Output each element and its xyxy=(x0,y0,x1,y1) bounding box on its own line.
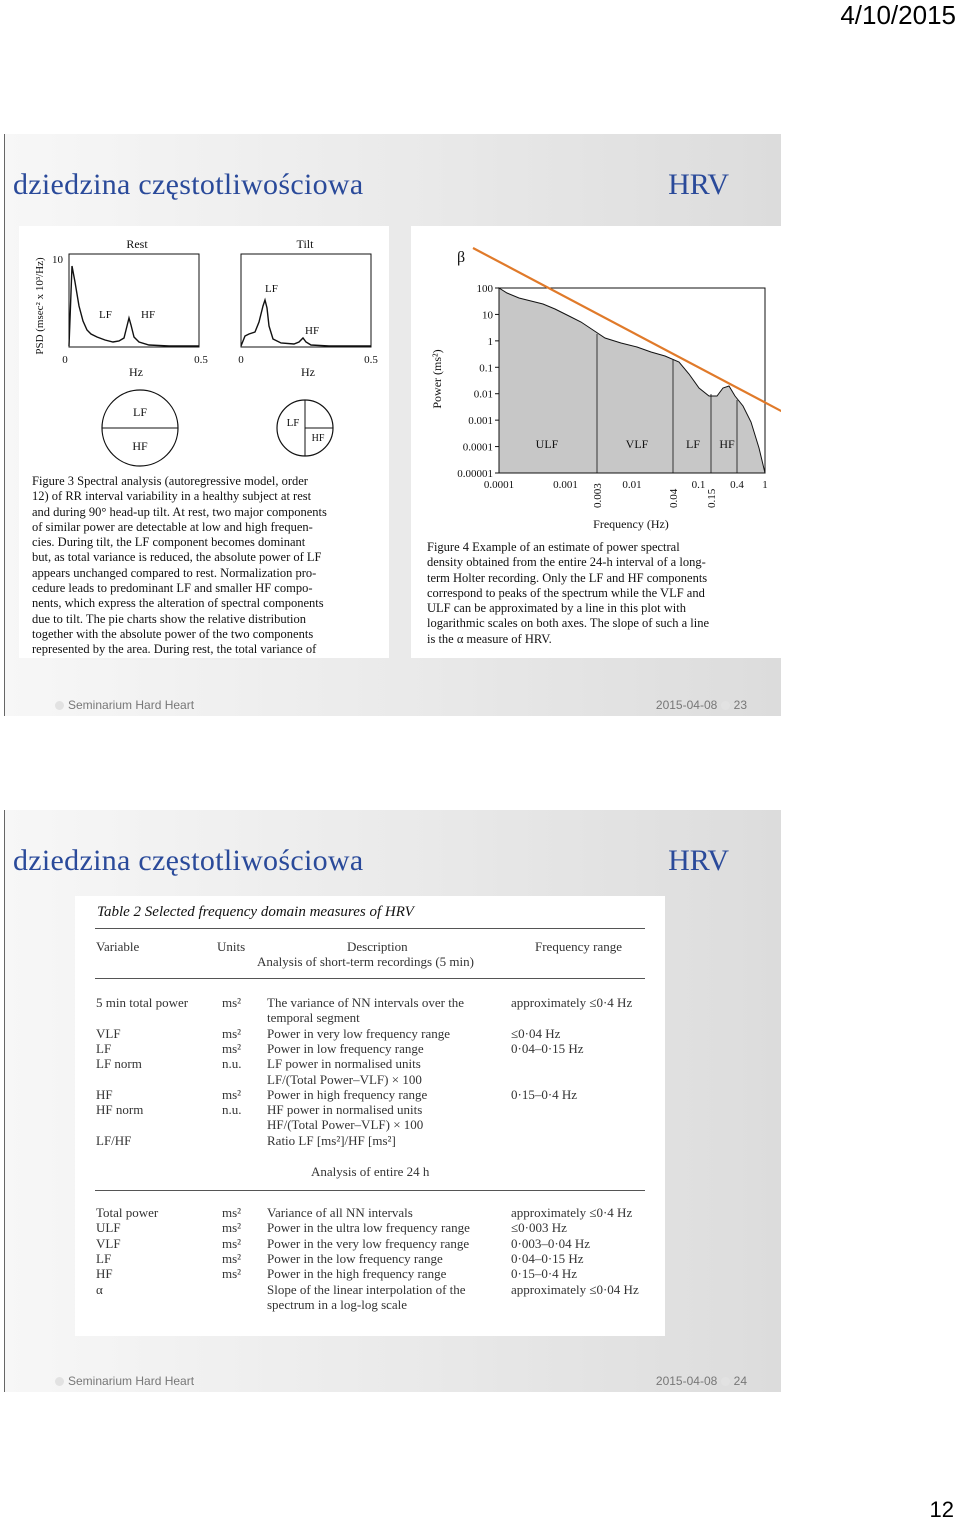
cell-description: Power in the high frequency range xyxy=(267,1266,447,1282)
fig4-band-vlf: VLF xyxy=(625,437,649,451)
rest-spectrum xyxy=(69,266,199,346)
cell-frequency: approximately ≤0·4 Hz xyxy=(511,1205,633,1220)
cell-description: Variance of all NN intervals xyxy=(267,1205,413,1220)
slide-number: 24 xyxy=(733,1374,747,1388)
col-units: Units xyxy=(217,939,246,954)
cell-units: n.u. xyxy=(222,1056,242,1072)
tilt-pie-hf: HF xyxy=(311,433,325,444)
cell-frequency: ≤0·04 Hz xyxy=(511,1025,561,1041)
caption-line: ULF can be approximated by a line in this plot with xyxy=(427,601,686,616)
caption-line: correspond to peaks of the spectrum while the VLF and xyxy=(427,585,705,600)
cell-units: ms² xyxy=(222,1205,242,1220)
tilt-pie-lf: LF xyxy=(286,417,300,429)
col-frequency: Frequency range xyxy=(535,939,622,954)
caption-line: nents, which express the alteration of spectral components xyxy=(32,596,324,611)
footer-text: Seminarium Hard Heart xyxy=(68,1374,195,1388)
fig4-xtick-label: 0.001 xyxy=(553,479,578,491)
cell-units: ms² xyxy=(222,995,242,1010)
rest-lf: LF xyxy=(99,309,112,321)
fig4-xtick-label: 0.01 xyxy=(622,479,642,491)
caption-line: appears unchanged compared to rest. Normalization pro- xyxy=(32,565,317,580)
col-variable: Variable xyxy=(96,939,140,954)
rest-xlabel: Hz xyxy=(129,365,143,379)
cell-description: Power in the low frequency range xyxy=(267,1250,443,1266)
fig4-band-lf: LF xyxy=(685,437,701,451)
fig4-ytick-label: 10 xyxy=(482,309,493,322)
cell-description: Slope of the linear interpolation of the xyxy=(267,1281,466,1297)
caption-line: term Holter recording. Only the LF and HF components xyxy=(427,570,708,585)
cell-variable: VLF xyxy=(96,1025,121,1041)
footer-date: 2015-04-08 xyxy=(655,698,718,712)
fig4-xtick-label: 1 xyxy=(762,479,768,491)
fig4-ytick-label: 100 xyxy=(476,283,493,295)
caption-line: but, as total variance is reduced, the absolute power of LF xyxy=(32,550,322,565)
fig4-ytick-label: 0.0001 xyxy=(462,441,493,454)
cell-variable: LF xyxy=(96,1040,112,1056)
fig3-ylabel: PSD (msec² x 10³/Hz) xyxy=(34,257,46,355)
cell-frequency: 0·04–0·15 Hz xyxy=(511,1040,584,1056)
caption-line: density obtained from the entire 24-h interval of a long- xyxy=(427,555,706,570)
fig4-band-tick-label: 0.15 xyxy=(706,488,718,508)
fig4-xtick-label: 0.4 xyxy=(730,479,744,491)
caption-line: and during 90° head-up tilt. At rest, two major components xyxy=(32,504,327,519)
beta-label: β xyxy=(457,249,466,266)
cell-variable: 5 min total power xyxy=(96,995,189,1010)
figure-3-panel xyxy=(19,226,389,658)
cell-frequency: ≤0·003 Hz xyxy=(511,1220,567,1236)
caption-line: is the α measure of HRV. xyxy=(427,631,552,646)
tilt-spectrum xyxy=(241,300,371,346)
cell-description: LF power in normalised units xyxy=(267,1056,421,1072)
footer-dot-icon xyxy=(55,1377,64,1386)
tilt-xlabel: Hz xyxy=(301,365,315,379)
tilt-x0: 0 xyxy=(238,354,244,366)
fig4-xtick-label: 0.0001 xyxy=(483,479,515,491)
tilt-x05: 0.5 xyxy=(364,354,378,366)
cell-description: Ratio LF [ms²]/HF [ms²] xyxy=(267,1132,396,1148)
fig4-band-ulf: ULF xyxy=(535,437,559,451)
cell-description: Power in the very low frequency range xyxy=(267,1235,470,1251)
cell-frequency: approximately ≤0·04 Hz xyxy=(511,1281,639,1297)
cell-description: Power in high frequency range xyxy=(267,1086,428,1102)
cell-variable: LF norm xyxy=(96,1056,142,1072)
rest-pie-lf: LF xyxy=(132,405,148,419)
cell-variable: LF/HF xyxy=(96,1132,132,1148)
cell-units: ms² xyxy=(222,1220,242,1236)
page-number: 12 xyxy=(929,1497,954,1522)
tilt-hf: HF xyxy=(305,325,320,337)
slide-24 xyxy=(4,810,781,1392)
rest-x05: 0.5 xyxy=(194,354,208,366)
table-body xyxy=(75,896,665,1336)
footer-dot-icon xyxy=(721,701,730,710)
caption-line: together with the absolute power of the two components xyxy=(32,626,314,641)
rest-pie-hf: HF xyxy=(132,439,148,453)
cell-description: spectrum in a log-log scale xyxy=(267,1296,408,1312)
slide-tag: HRV xyxy=(668,844,729,877)
table-caption: Table 2 Selected frequency domain measures of HRV xyxy=(97,904,414,920)
cell-variable: ULF xyxy=(96,1220,121,1236)
table-2-panel xyxy=(75,896,665,1336)
fig4-xlabel: Frequency (Hz) xyxy=(593,517,669,531)
fig4-ytick-label: 0.01 xyxy=(473,388,493,401)
caption-line: Figure 4 Example of an estimate of power spectral xyxy=(427,540,680,554)
cell-frequency: 0·15–0·4 Hz xyxy=(511,1266,578,1282)
cell-variable: LF xyxy=(96,1250,112,1266)
tilt-label: Tilt xyxy=(296,237,314,251)
caption-line: logarithmic scales on both axes. The slope of such a line xyxy=(427,616,709,631)
cell-units: ms² xyxy=(222,1040,242,1056)
cell-description: Power in very low frequency range xyxy=(267,1025,451,1041)
caption-line: cies. During tilt, the LF component becomes dominant xyxy=(32,535,306,550)
fig4-y-ticks xyxy=(457,283,499,480)
footer-dot-icon xyxy=(721,1377,730,1386)
cell-description: Power in the ultra low frequency range xyxy=(267,1220,470,1236)
caption-line: cedure leads to predominant LF and smaller HF compo- xyxy=(32,581,313,596)
col-description: Description xyxy=(347,939,408,954)
cell-frequency: 0·003–0·04 Hz xyxy=(511,1235,591,1251)
fig4-ytick-label: 0.001 xyxy=(468,415,493,428)
cell-variable: VLF xyxy=(96,1235,121,1251)
cell-units: ms² xyxy=(222,1250,242,1266)
fig4-band-hf: HF xyxy=(719,437,735,451)
cell-variable: HF xyxy=(96,1086,113,1102)
slide-tag: HRV xyxy=(668,168,729,201)
slide-title: dziedzina częstotliwościowa xyxy=(13,168,364,201)
header-date: 4/10/2015 xyxy=(840,0,956,30)
caption-line: of similar power are detectable at low and high frequen- xyxy=(32,519,313,534)
fig4-band-tick-label: 0.04 xyxy=(668,488,680,508)
table-header-rule xyxy=(95,978,645,979)
rest-hf: HF xyxy=(141,309,156,321)
cell-units: ms² xyxy=(222,1025,242,1041)
caption-line: 12) of RR interval variability in a healthy subject at rest xyxy=(32,489,312,504)
cell-description: The variance of NN intervals over the xyxy=(267,995,465,1010)
footer-text: Seminarium Hard Heart xyxy=(68,698,195,712)
footer-dot-icon xyxy=(55,701,64,710)
footer-date: 2015-04-08 xyxy=(655,1374,718,1388)
cell-variable: α xyxy=(96,1281,103,1297)
slide-number: 23 xyxy=(733,698,747,712)
cell-description: HF power in normalised units xyxy=(267,1102,423,1118)
slide-23 xyxy=(4,134,781,716)
tilt-lf: LF xyxy=(265,283,278,295)
caption-line: Figure 3 Spectral analysis (autoregressive model, order xyxy=(32,474,308,488)
fig4-ytick-label: 1 xyxy=(487,335,493,348)
section-short-term: Analysis of short-term recordings (5 min) xyxy=(257,954,474,969)
fig4-caption xyxy=(427,540,709,647)
table-section-rule xyxy=(95,1190,645,1191)
cell-description: Power in low frequency range xyxy=(267,1040,424,1056)
cell-units: ms² xyxy=(222,1235,242,1251)
caption-line: represented by the area. During rest, the total variance of xyxy=(32,642,317,657)
rest-axes xyxy=(69,254,199,347)
figure-4-panel xyxy=(411,226,781,658)
fig4-band-tick-label: 0.003 xyxy=(592,483,604,508)
cell-units: n.u. xyxy=(222,1102,242,1118)
cell-variable: Total power xyxy=(96,1205,159,1220)
fig4-xtick-label: 0.1 xyxy=(691,479,706,491)
fig4-ytick-label: 0.00001 xyxy=(457,468,493,480)
cell-variable: HF norm xyxy=(96,1102,144,1118)
section-24h: Analysis of entire 24 h xyxy=(311,1164,430,1179)
cell-description: HF/(Total Power–VLF) × 100 xyxy=(267,1117,424,1133)
fig4-x-ticks xyxy=(484,479,768,508)
cell-frequency: approximately ≤0·4 Hz xyxy=(511,995,633,1010)
slide-title: dziedzina częstotliwościowa xyxy=(13,844,364,877)
fig3-caption xyxy=(32,474,327,658)
rest-label: Rest xyxy=(126,237,148,251)
cell-description: LF/(Total Power–VLF) × 100 xyxy=(267,1071,422,1087)
cell-description: temporal segment xyxy=(267,1010,360,1026)
cell-variable: HF xyxy=(96,1266,113,1282)
cell-frequency: 0·15–0·4 Hz xyxy=(511,1086,578,1102)
caption-line: due to tilt. The pie charts show the relative distribution xyxy=(32,611,307,626)
cell-units: ms² xyxy=(222,1266,242,1282)
cell-units: ms² xyxy=(222,1086,242,1102)
rest-x0: 0 xyxy=(62,354,68,366)
rest-y10: 10 xyxy=(52,254,63,266)
fig4-ylabel: Power (ms²) xyxy=(430,349,444,409)
fig4-ytick-label: 0.1 xyxy=(479,362,493,375)
cell-frequency: 0·04–0·15 Hz xyxy=(511,1250,584,1266)
